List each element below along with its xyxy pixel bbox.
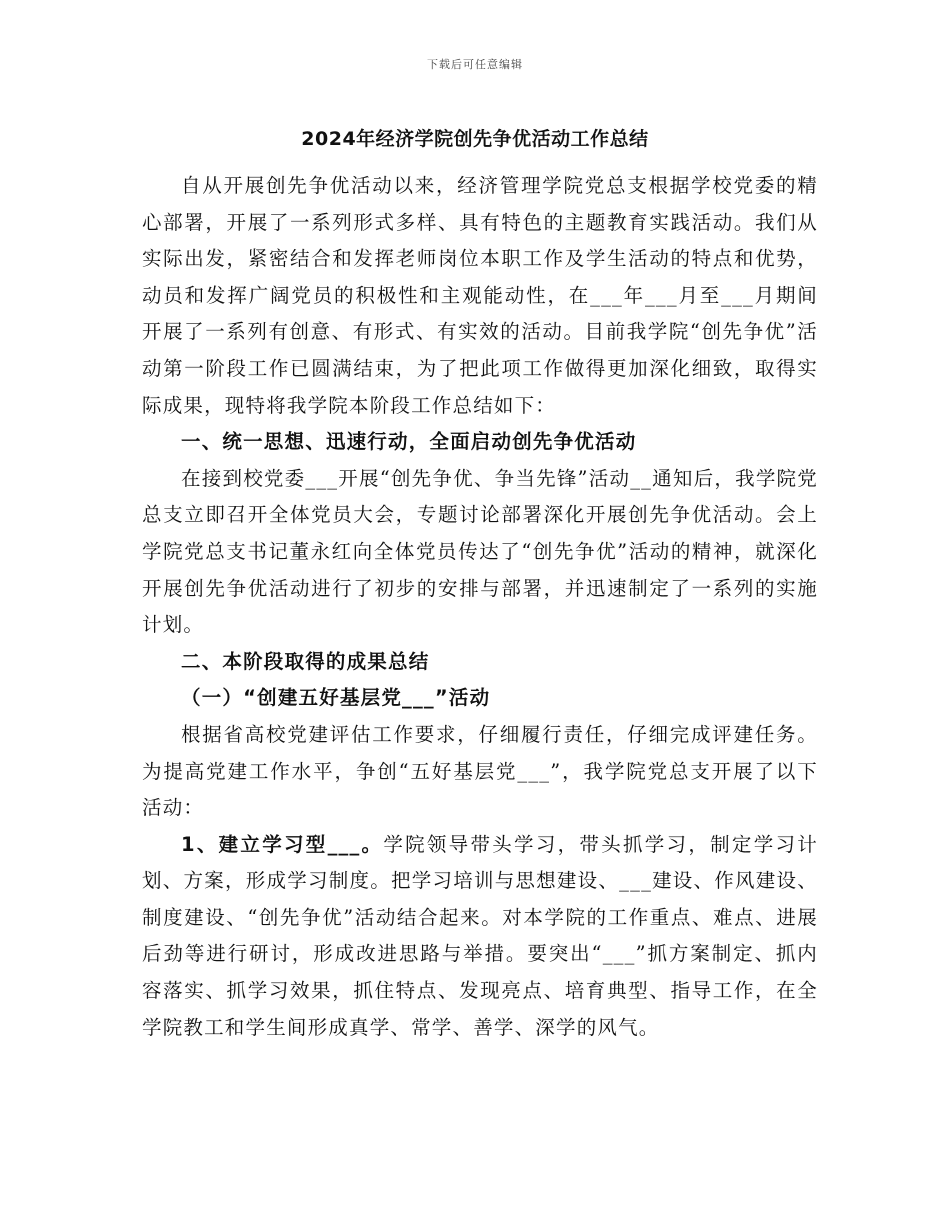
subsection-heading-1: （一）“创建五好基层党___”活动 xyxy=(181,686,491,710)
section-paragraph-1: 在接到校党委___开展“创先争优、争当先锋”活动__通知后，我学院党总支立即召开全体党员大会，专题讨论部署深化开展创先争优活动。会上学院党总支书记董永红向全体党员传达了“创先争优”活动的精神，就深化开展创先争优活动进行了初步的安排与部署，并迅速制定了一系列的实施计划。 xyxy=(142,466,818,637)
header-note: 下载后可任意编辑 xyxy=(427,58,523,71)
document-title: 2024年经济学院创先争优活动工作总结 xyxy=(301,128,649,150)
list-item-body: 学院领导带头学习，带头抓学习，制定学习计划、方案，形成学习制度。把学习培训与思想建设、___建设、作风建设、制度建设、“创先争优”活动结合起来。对本学院的工作重点、难点、进展后劲等进行研讨，形成改进思路与举措。要突出“___”抓方案制定、抓内容落实、抓学习效果，抓住特点、发现亮点、培育典型、指导工作，在全学院教工和学生间形成真学、常学、善学、深学的风气。 xyxy=(142,832,818,1039)
subsection-paragraph-1: 根据省高校党建评估工作要求，仔细履行责任，仔细完成评建任务。为提高党建工作水平，争创“五好基层党___”，我学院党总支开展了以下活动： xyxy=(142,722,818,820)
section-heading-1: 一、统一思想、迅速行动，全面启动创先争优活动 xyxy=(181,430,637,454)
section-heading-2: 二、本阶段取得的成果总结 xyxy=(181,649,430,673)
intro-paragraph: 自从开展创先争优活动以来，经济管理学院党总支根据学校党委的精心部署，开展了一系列形式多样、具有特色的主题教育实践活动。我们从实际出发，紧密结合和发挥老师岗位本职工作及学生活动的特点和优势，动员和发挥广阔党员的积极性和主观能动性，在___年___月至___月期间开展了一系列有创意、有形式、有实效的活动。目前我学院“创先争优”活动第一阶段工作已圆满结束，为了把此项工作做得更加深化细致，取得实际成果，现特将我学院本阶段工作总结如下： xyxy=(142,174,818,417)
document-body xyxy=(142,168,818,1046)
list-item-1 xyxy=(142,827,818,1047)
list-item-lead: 1、建立学习型___。 xyxy=(181,832,384,856)
